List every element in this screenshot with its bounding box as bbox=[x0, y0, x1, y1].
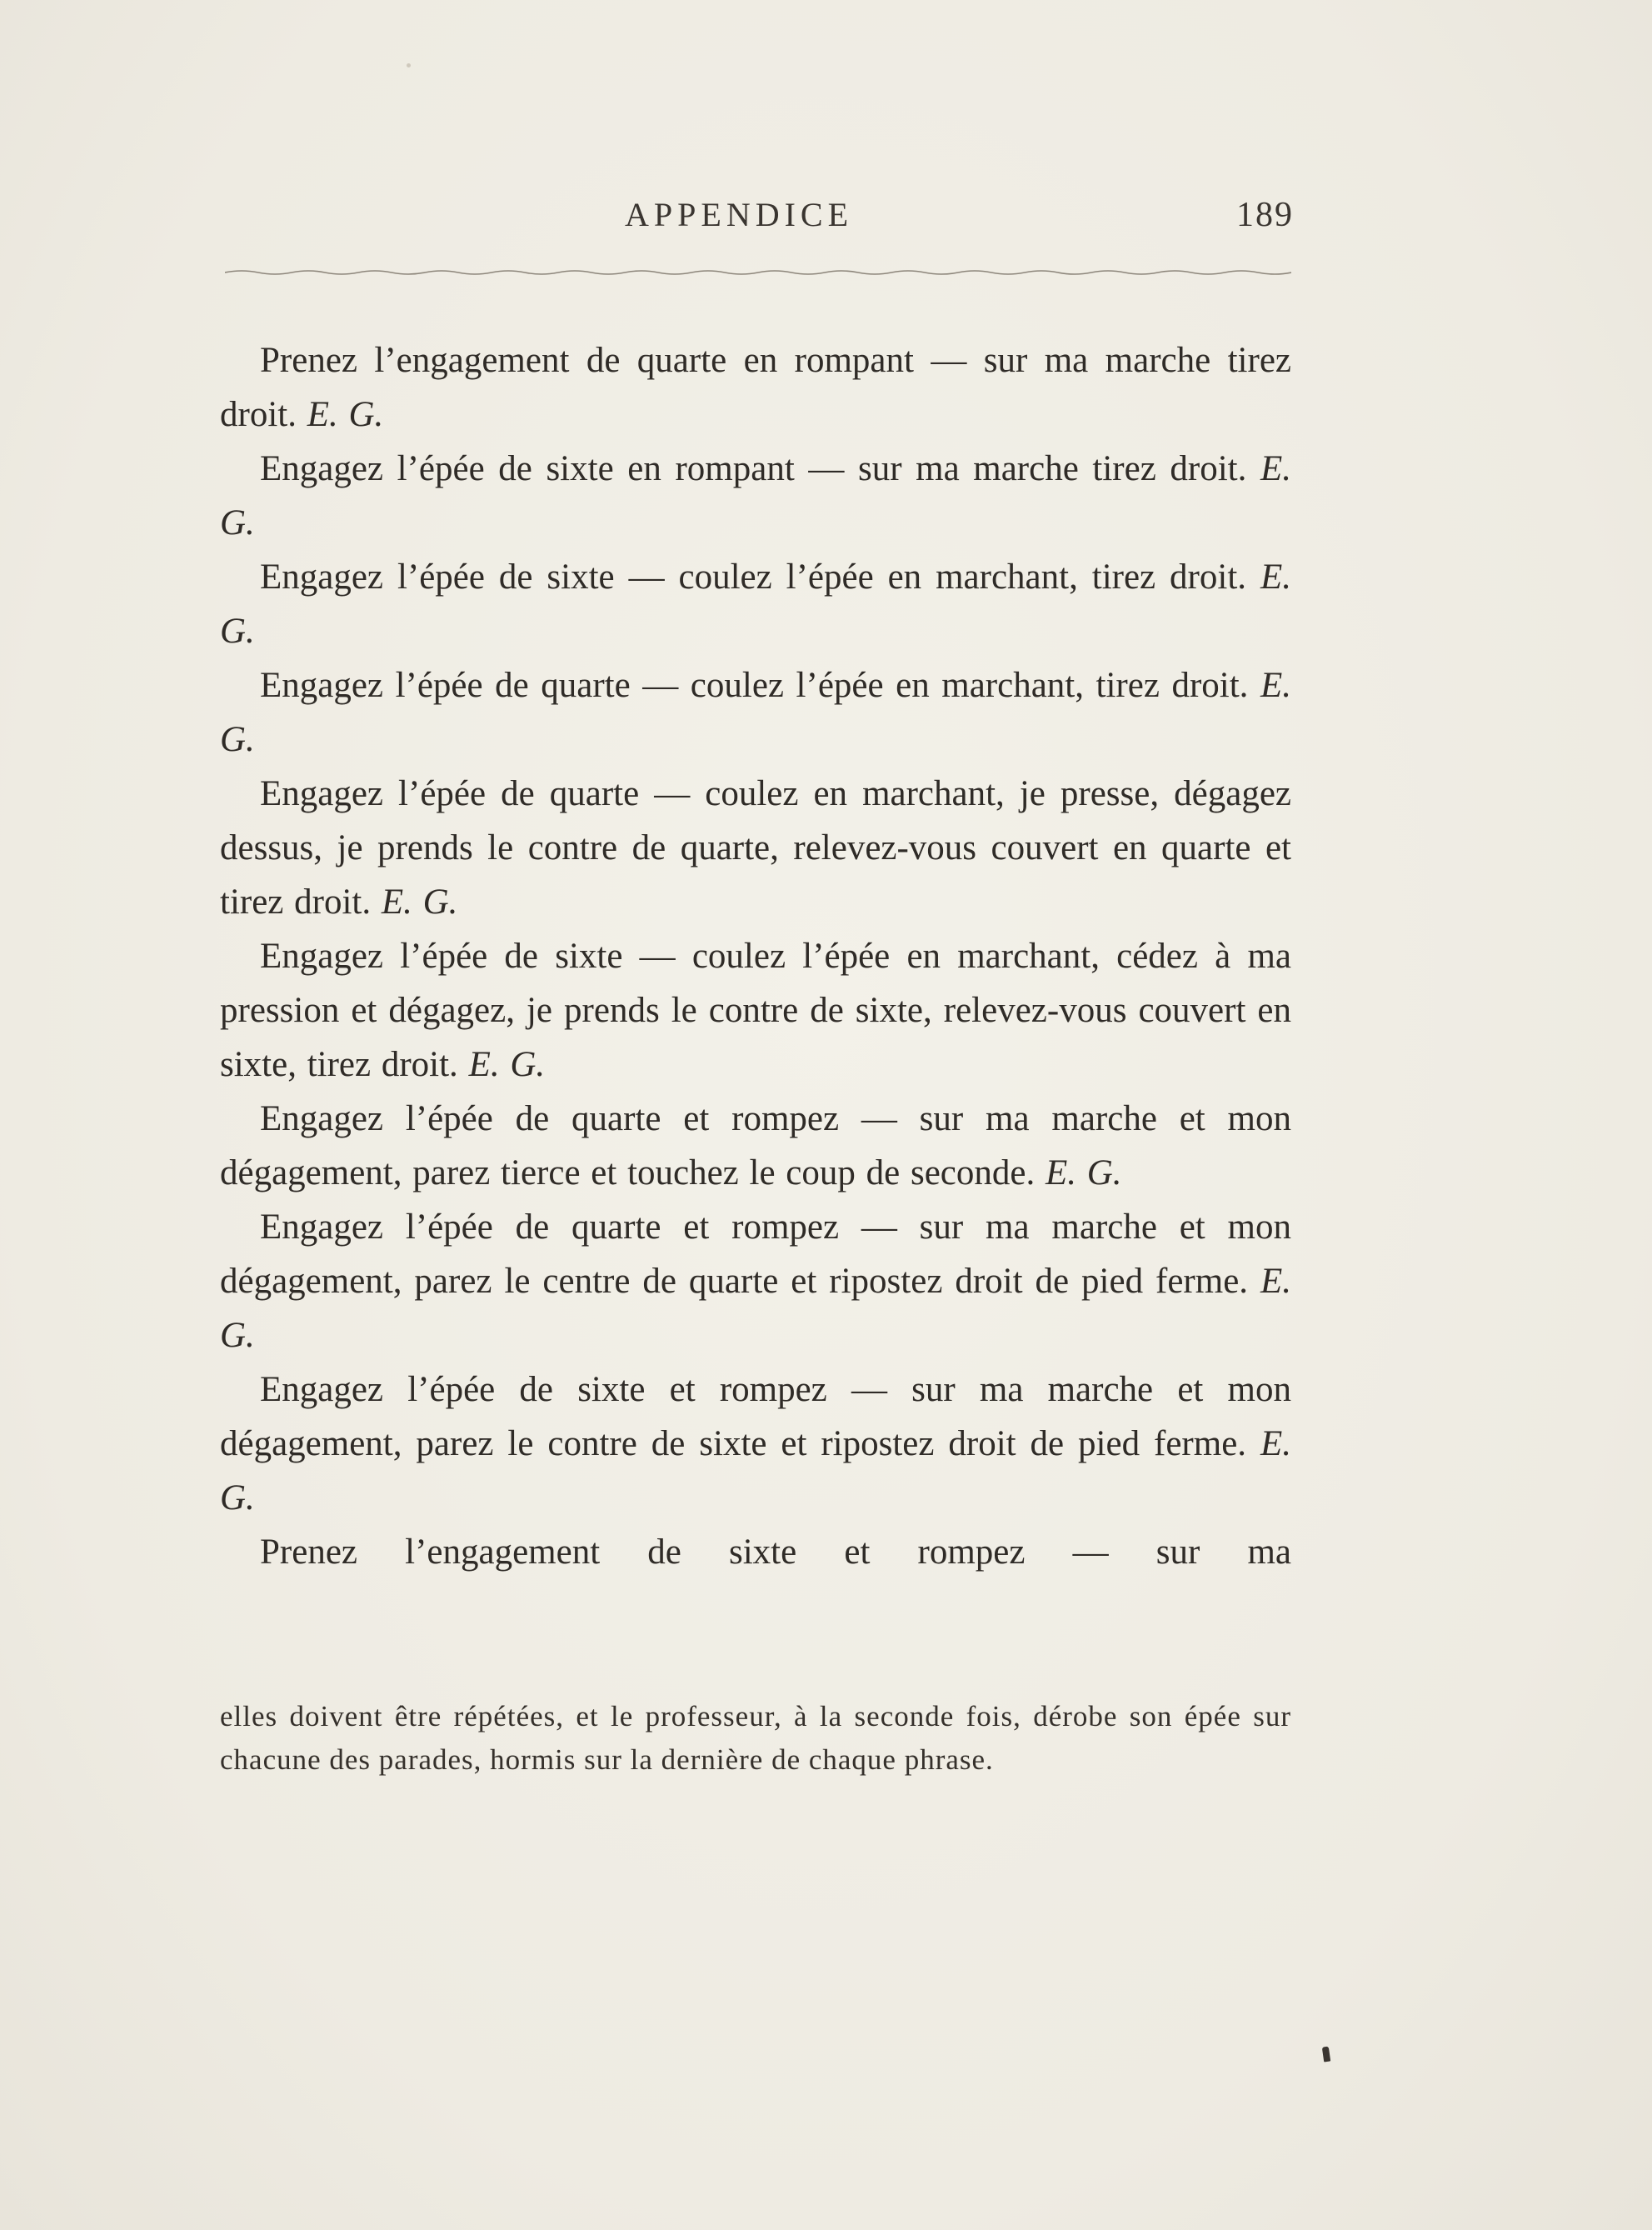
paragraph-tag: E. G. bbox=[220, 666, 1291, 759]
footnote: elles doivent être répétées, et le professeur, à la seconde fois, dérobe son épée sur chacune des parades, hormis sur la dernière de chaque phrase. bbox=[220, 1700, 1291, 1776]
page-number: 189 bbox=[1236, 196, 1294, 234]
header-title: APPENDICE bbox=[625, 196, 854, 233]
paragraph-text: Prenez l’engagement de sixte et rompez — sur ma bbox=[260, 1532, 1291, 1572]
paragraph-text: Engagez l’épée de sixte — coulez l’épée en marchant, tirez droit. bbox=[260, 558, 1247, 597]
paragraph bbox=[220, 550, 1291, 658]
paragraph bbox=[220, 767, 1291, 929]
paragraph-tag: E. G. bbox=[468, 1045, 546, 1084]
paragraph bbox=[220, 442, 1291, 550]
paragraph bbox=[220, 929, 1291, 1092]
paragraph-text: Engagez l’épée de sixte et rompez — sur ma marche et mon dégagement, parez le contre de sixte et ripostez droit de pied ferme. bbox=[220, 1370, 1291, 1463]
header-rule bbox=[225, 267, 1291, 278]
paragraph bbox=[220, 1362, 1291, 1525]
paragraph-tag: E. G. bbox=[220, 449, 1291, 542]
body-text bbox=[220, 333, 1291, 1579]
paragraph-text: Prenez l’engagement de quarte en rompant — sur ma marche tirez droit. bbox=[220, 341, 1291, 434]
paragraph-tag: E. G. bbox=[1045, 1153, 1122, 1192]
paragraph-continued bbox=[220, 1525, 1291, 1579]
ink-speck bbox=[1322, 2047, 1330, 2062]
paragraph bbox=[220, 1200, 1291, 1362]
paper-speck bbox=[407, 63, 411, 68]
paragraph-text: Engagez l’épée de quarte — coulez en marchant, je presse, dégagez dessus, je prends le contre de quarte, relevez-vous couvert en quarte et tirez droit. bbox=[220, 774, 1291, 922]
paragraph bbox=[220, 333, 1291, 442]
paragraph-tag: E. G. bbox=[220, 1424, 1291, 1518]
paragraph-tag: E. G. bbox=[220, 1262, 1292, 1355]
paragraph-text: Engagez l’épée de quarte et rompez — sur ma marche et mon dégagement, parez tierce et touchez le coup de seconde. bbox=[220, 1099, 1291, 1192]
paragraph-text: Engagez l’épée de sixte en rompant — sur ma marche tirez droit. bbox=[260, 449, 1247, 488]
paragraph bbox=[220, 658, 1291, 767]
paragraph-text: Engagez l’épée de sixte — coulez l’épée en marchant, cédez à ma pression et dégagez, je prends le contre de sixte, relevez-vous couvert en sixte, tirez droit. bbox=[220, 937, 1291, 1084]
paragraph-text: Engagez l’épée de quarte et rompez — sur ma marche et mon dégagement, parez le centre de quarte et ripostez droit de pied ferme. bbox=[220, 1208, 1291, 1301]
paragraph bbox=[220, 1092, 1291, 1200]
paragraph-tag: E. G. bbox=[381, 882, 458, 922]
running-head bbox=[0, 190, 1652, 240]
paragraph-tag: E. G. bbox=[220, 558, 1291, 651]
paragraph-tag: E. G. bbox=[307, 395, 384, 434]
paragraph-text: Engagez l’épée de quarte — coulez l’épée en marchant, tirez droit. bbox=[260, 666, 1249, 705]
